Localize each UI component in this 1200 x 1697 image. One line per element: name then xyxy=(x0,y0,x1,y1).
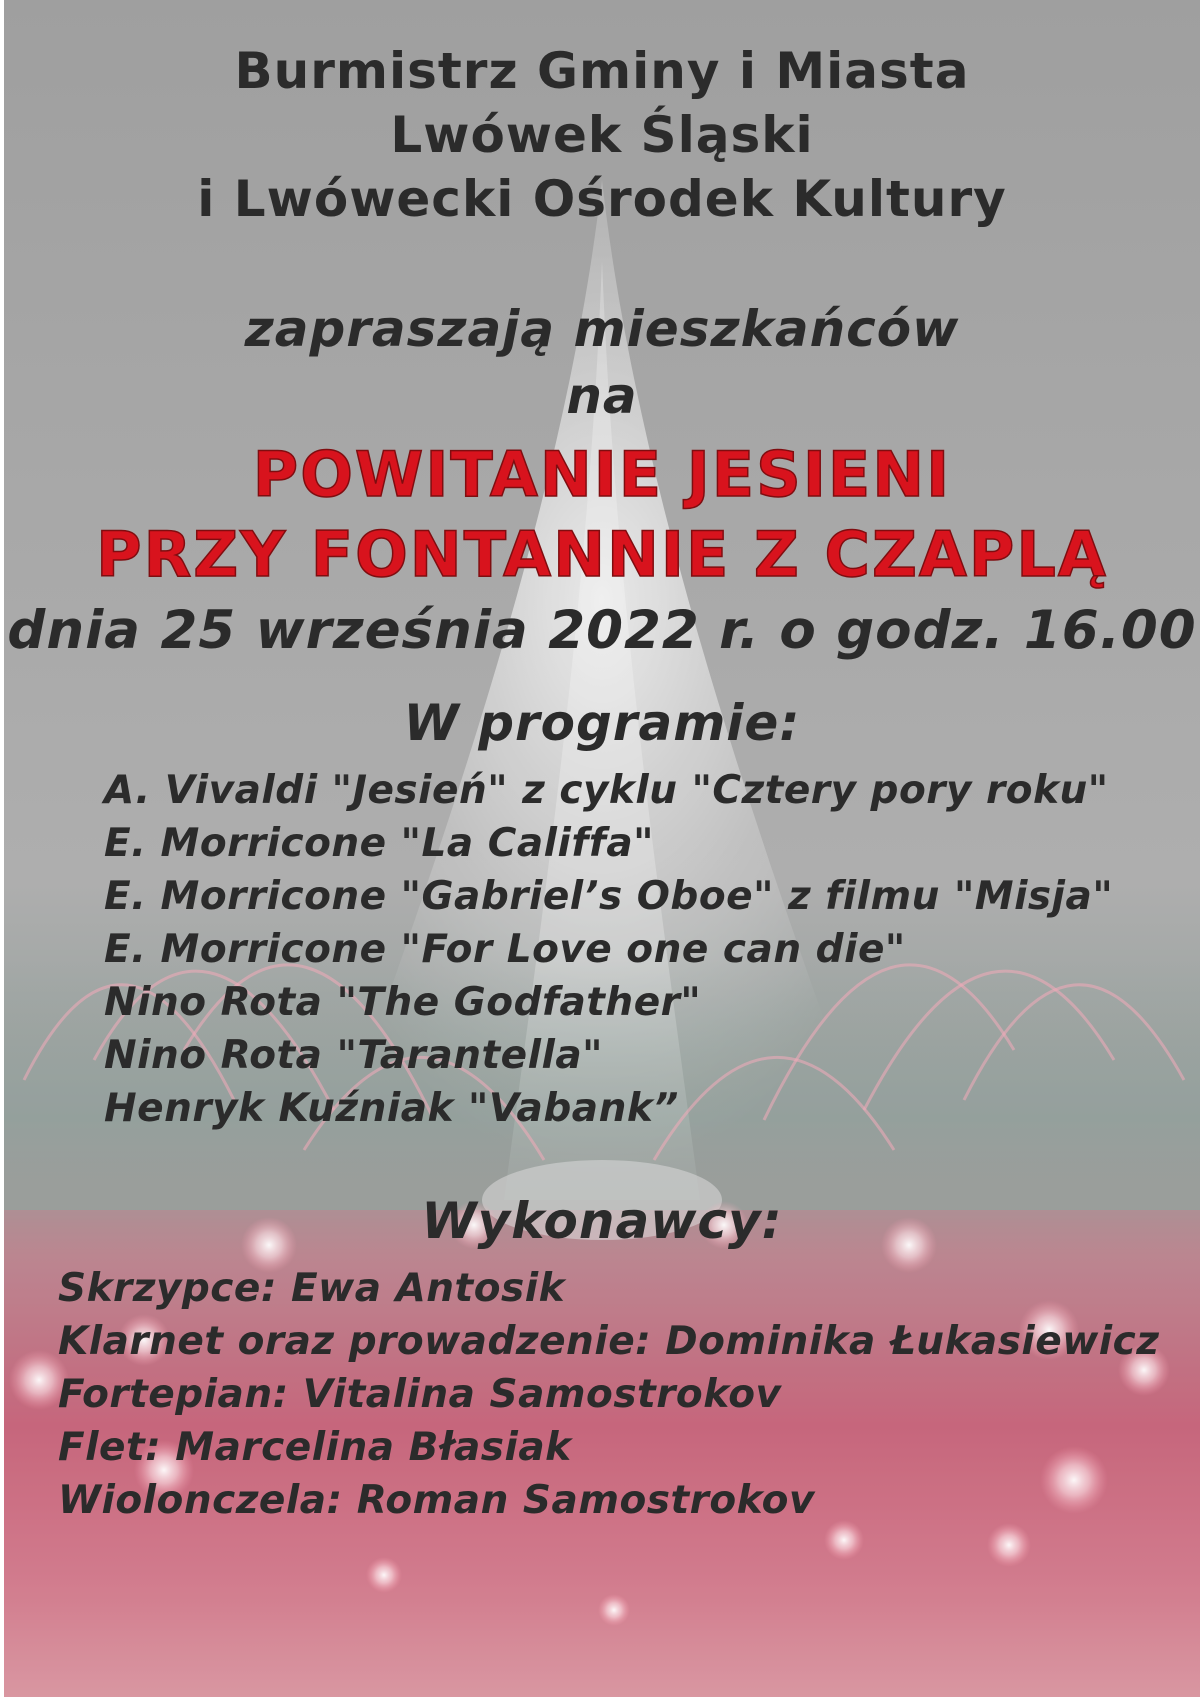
invitation-line-2: na xyxy=(566,367,638,425)
program-item: Henryk Kuźniak "Vabank” xyxy=(104,1086,679,1131)
organizer-line-3: i Lwówecki Ośrodek Kultury xyxy=(197,170,1007,228)
poster-content xyxy=(4,0,1200,1697)
performer-item: Skrzypce: Ewa Antosik xyxy=(58,1266,566,1311)
invitation-line-1: zapraszają mieszkańców xyxy=(244,300,960,358)
event-title-line-1: POWITANIE JESIENI xyxy=(252,438,952,511)
event-datetime: dnia 25 września 2022 r. o godz. 16.00 xyxy=(7,600,1197,661)
performers-heading: Wykonawcy: xyxy=(421,1192,783,1250)
program-item: E. Morricone "La Califfa" xyxy=(104,821,654,866)
event-title-line-2: PRZY FONTANNIE Z CZAPLĄ xyxy=(96,518,1108,591)
poster xyxy=(4,0,1200,1697)
program-item: Nino Rota "The Godfather" xyxy=(104,980,702,1025)
organizer-line-1: Burmistrz Gminy i Miasta xyxy=(234,42,970,100)
performer-item: Flet: Marcelina Błasiak xyxy=(58,1425,572,1470)
performer-item: Klarnet oraz prowadzenie: Dominika Łukasiewicz xyxy=(58,1319,1160,1364)
performer-item: Fortepian: Vitalina Samostrokov xyxy=(58,1372,782,1417)
organizer-line-2: Lwówek Śląski xyxy=(390,106,814,164)
program-item: A. Vivaldi "Jesień" z cyklu "Cztery pory roku" xyxy=(104,768,1109,813)
program-item: Nino Rota "Tarantella" xyxy=(104,1033,603,1078)
performer-item: Wiolonczela: Roman Samostrokov xyxy=(58,1478,815,1523)
program-heading: W programie: xyxy=(403,694,801,752)
program-item: E. Morricone "For Love one can die" xyxy=(104,927,906,972)
program-item: E. Morricone "Gabriel’s Oboe" z filmu "Misja" xyxy=(104,874,1114,919)
